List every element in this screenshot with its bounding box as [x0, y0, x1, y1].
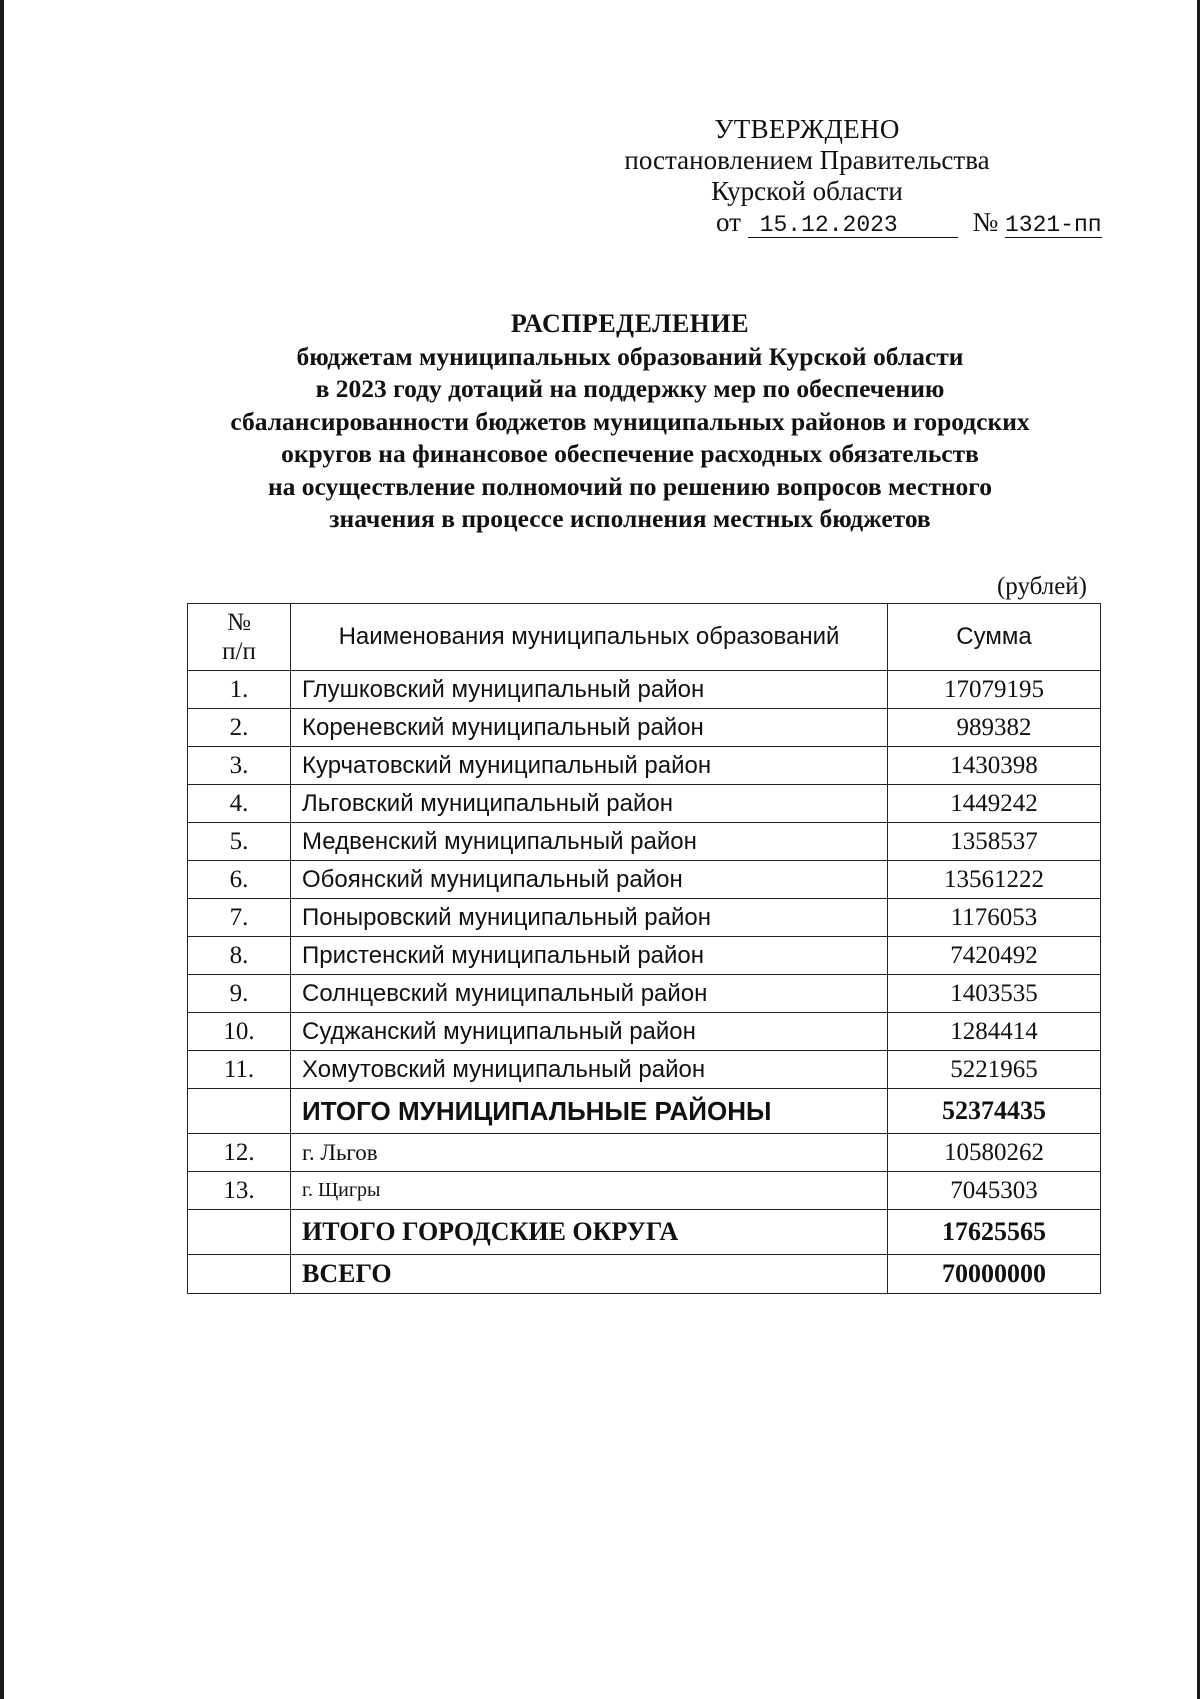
scan-left-edge: [0, 0, 4, 1699]
row-number: 11.: [188, 1051, 291, 1089]
row-name: Солнцевский муниципальный район: [291, 975, 888, 1013]
approval-date: 15.12.2023: [748, 213, 958, 238]
row-sum: 5221965: [888, 1051, 1101, 1089]
row-sum: 10580262: [888, 1134, 1101, 1172]
row-name: г. Щигры: [291, 1172, 888, 1210]
row-sum: 1176053: [888, 899, 1101, 937]
title-line: на осуществление полномочий по решению вопросов местного: [267, 471, 992, 501]
table-row: [188, 1172, 1101, 1210]
row-sum: 989382: [888, 709, 1101, 747]
table-row: [188, 671, 1101, 709]
row-sum: 1403535: [888, 975, 1101, 1013]
row-number: 10.: [188, 1013, 291, 1051]
row-name: г. Льгов: [291, 1134, 888, 1172]
approval-heading: УТВЕРЖДЕНО: [714, 114, 900, 144]
row-name: Хомутовский муниципальный район: [291, 1051, 888, 1089]
approval-region: Курской области: [711, 176, 903, 206]
title-line: сбалансированности бюджетов муниципальных районов и городских: [230, 406, 1030, 436]
row-name: Глушковский муниципальный район: [291, 671, 888, 709]
row-number: 9.: [188, 975, 291, 1013]
row-name: Курчатовский муниципальный район: [291, 747, 888, 785]
row-number: 7.: [188, 899, 291, 937]
approval-date-number: [716, 207, 1140, 238]
table-row: [188, 747, 1101, 785]
document-title: [130, 308, 1130, 536]
row-number: 2.: [188, 709, 291, 747]
table-row: [188, 709, 1101, 747]
title-line: бюджетам муниципальных образований Курской области: [296, 341, 964, 371]
title-line: округов на финансовое обеспечение расходных обязательств: [281, 439, 979, 468]
row-sum: 7420492: [888, 937, 1101, 975]
header-number: № п/п: [188, 604, 291, 671]
table-row: [188, 1051, 1101, 1089]
row-name: Суджанский муниципальный район: [291, 1013, 888, 1051]
table-row: [188, 785, 1101, 823]
row-name: Пристенский муниципальный район: [291, 937, 888, 975]
row-number: [188, 1089, 291, 1134]
row-number: [188, 1210, 291, 1255]
table-header-row: [188, 604, 1101, 671]
approval-number: 1321-пп: [1004, 212, 1102, 238]
table-row: [188, 899, 1101, 937]
table-row: [188, 861, 1101, 899]
row-number: 3.: [188, 747, 291, 785]
total-cities-sum: 17625565: [888, 1210, 1101, 1255]
row-sum: 1449242: [888, 785, 1101, 823]
row-name: Медвенский муниципальный район: [291, 823, 888, 861]
title-line: значения в процессе исполнения местных бюджетов: [329, 504, 931, 533]
total-districts-row: [188, 1089, 1101, 1134]
distribution-table: [187, 603, 1101, 1294]
approval-stamp: [624, 114, 1140, 238]
title-main: РАСПРЕДЕЛЕНИЕ: [510, 309, 750, 338]
row-sum: 1358537: [888, 823, 1101, 861]
row-number: 5.: [188, 823, 291, 861]
row-sum: 1430398: [888, 747, 1101, 785]
row-number: 4.: [188, 785, 291, 823]
total-districts-label: ИТОГО МУНИЦИПАЛЬНЫЕ РАЙОНЫ: [291, 1089, 888, 1134]
row-sum: 17079195: [888, 671, 1101, 709]
table-row: [188, 1013, 1101, 1051]
row-number: [188, 1255, 291, 1294]
grand-total-row: [188, 1255, 1101, 1294]
row-name: Льговский муниципальный район: [291, 785, 888, 823]
number-prefix: №: [972, 207, 999, 237]
header-sum: Сумма: [888, 604, 1101, 671]
approval-authority: постановлением Правительства: [624, 145, 990, 175]
title-line: в 2023 году дотаций на поддержку мер по обеспечению: [315, 374, 945, 403]
table-row: [188, 975, 1101, 1013]
header-name: Наименования муниципальных образований: [291, 604, 888, 671]
row-number: 12.: [188, 1134, 291, 1172]
unit-label: (рублей): [996, 573, 1087, 600]
total-districts-sum: 52374435: [888, 1089, 1101, 1134]
date-prefix: от: [716, 207, 741, 237]
row-number: 1.: [188, 671, 291, 709]
row-sum: 13561222: [888, 861, 1101, 899]
grand-total-sum: 70000000: [888, 1255, 1101, 1294]
table-row: [188, 937, 1101, 975]
table-row: [188, 823, 1101, 861]
row-number: 6.: [188, 861, 291, 899]
row-name: Кореневский муниципальный район: [291, 709, 888, 747]
row-name: Поныровский муниципальный район: [291, 899, 888, 937]
grand-total-label: ВСЕГО: [291, 1255, 888, 1294]
row-number: 13.: [188, 1172, 291, 1210]
table-row: [188, 1134, 1101, 1172]
row-sum: 1284414: [888, 1013, 1101, 1051]
total-cities-label: ИТОГО ГОРОДСКИЕ ОКРУГА: [291, 1210, 888, 1255]
row-number: 8.: [188, 937, 291, 975]
row-name: Обоянский муниципальный район: [291, 861, 888, 899]
row-sum: 7045303: [888, 1172, 1101, 1210]
total-cities-row: [188, 1210, 1101, 1255]
